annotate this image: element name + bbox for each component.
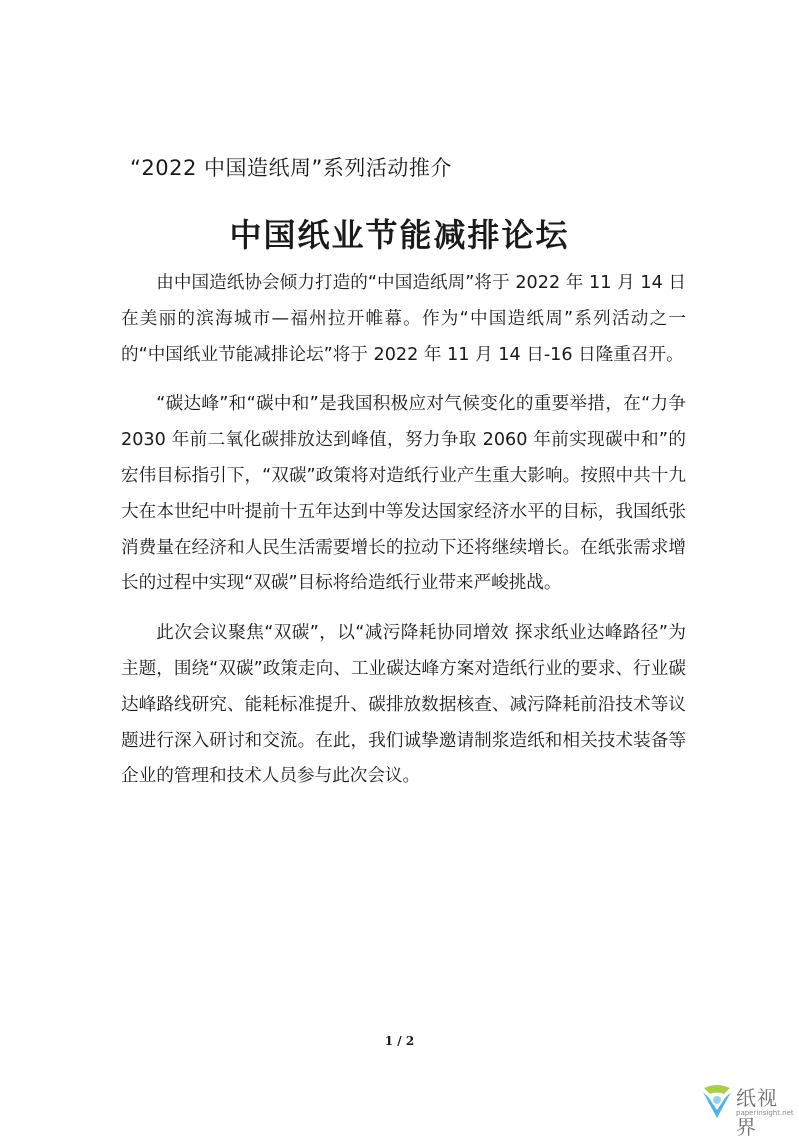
paragraph-invitation: 此次会议聚焦“双碳”，以“减污降耗协同增效 探求纸业达峰路径”为主题，围绕“双碳”政策走向、工业碳达峰方案对造纸行业的要求、行业碳达峰路线研究、能耗标准提升、碳排放数据核查、减污降耗前沿技术等议题进行深入研讨和交流。在此，我们诚挚邀请制浆造纸和相关技术装备等企业的管理和技术人员参与此次会议。 bbox=[121, 623, 686, 787]
paragraph-intro: 由中国造纸协会倾力打造的“中国造纸周”将于 2022 年 11 月 14 日在美丽的滨海城市—福州拉开帷幕。作为“中国造纸周”系列活动之一的“中国纸业节能减排论坛”将于 2022 年 11 月 14 日-16 日隆重召开。 bbox=[121, 273, 686, 365]
watermark-url: paperinsight.net bbox=[736, 1109, 794, 1117]
watermark-name: 纸视界 bbox=[736, 1086, 778, 1139]
page-title: 中国纸业节能减排论坛 bbox=[229, 216, 570, 254]
series-heading: “2022 中国造纸周”系列活动推介 bbox=[130, 156, 452, 180]
paragraph-background: “碳达峰”和“碳中和”是我国积极应对气候变化的重要举措，在“力争 2030 年前二氧化碳排放达到峰值，努力争取 2060 年前实现碳中和”的宏伟目标指引下，“双碳”政策将对造纸行业产生重大影响。按照中共十九大在本世纪中叶提前十五年达到中等发达国家经济水平的目标，我国纸张消费量在经济和人民生活需要增长的拉动下还将继续增长。在纸张需求增长的过程中实现“双碳”目标将给造纸行业带来严峻挑战。 bbox=[121, 394, 686, 594]
page-number: 1 / 2 bbox=[384, 1034, 415, 1048]
paperinsight-logo-icon bbox=[700, 1080, 734, 1120]
watermark-logo bbox=[700, 1076, 795, 1139]
document-body bbox=[121, 266, 686, 809]
